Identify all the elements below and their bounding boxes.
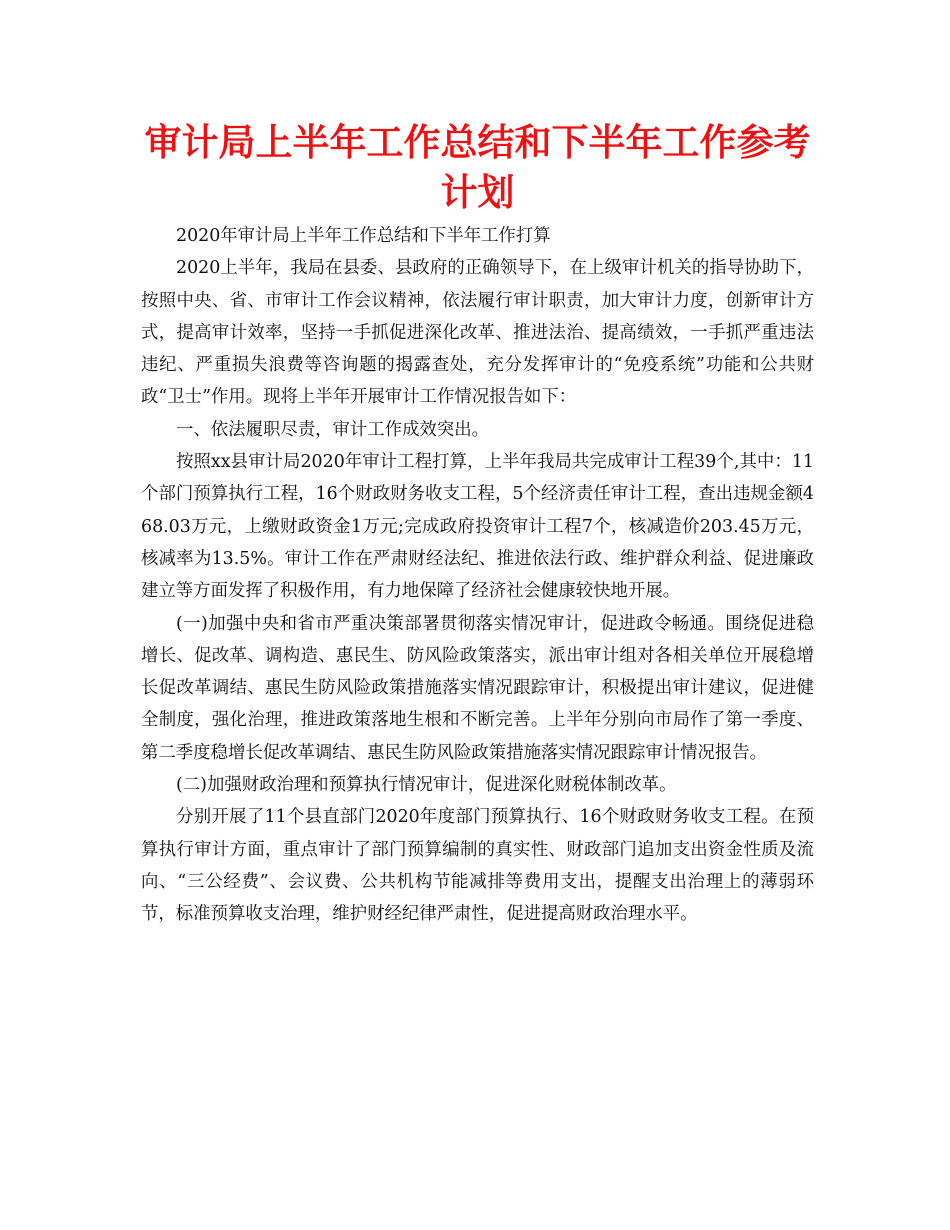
section-heading-1: 一、依法履职尽责，审计工作成效突出。: [176, 419, 490, 440]
document-body: [141, 220, 814, 931]
subtitle-paragraph: 2020年审计局上半年工作总结和下半年工作打算: [176, 226, 551, 246]
title-line-2: 计划: [440, 171, 515, 214]
body-paragraph: (一)加强中央和省市严重决策部署贯彻落实情况审计，促进政令畅通。围绕促进稳增长、促改革、调构造、惠民生、防风险政策落实，派出审计组对各相关单位开展稳增长促改革调结、惠民生防风险政策措施落实情况跟踪审计，积极提出审计建议，促进健全制度，强化治理，推进政策落地生根和不断完善。上半年分别向市局作了第一季度、第二季度稳增长促改革调结、惠民生防风险政策措施落实情况跟踪审计情况报告。: [141, 613, 814, 763]
subsection-heading-2: (二)加强财政治理和预算执行情况审计，促进深化财税体制改革。: [176, 775, 677, 796]
intro-paragraph: 2020上半年，我局在县委、县政府的正确领导下，在上级审计机关的指导协助下，按照中央、省、市审计工作会议精神，依法履行审计职责，加大审计力度，创新审计方式，提高审计效率，坚持一手抓促进深化改革、推进法治、提高绩效，一手抓严重违法违纪、严重损失浪费等咨询题的揭露查处，充分发挥审计的“免疫系统”功能和公共财政“卫士”作用。现将上半年开展审计工作情况报告如下：: [141, 258, 814, 408]
document-title: [141, 118, 814, 218]
title-line-1: 审计局上半年工作总结和下半年工作参考: [144, 121, 811, 164]
body-paragraph: 分别开展了11个县直部门2020年度部门预算执行、16个财政财务收支工程。在预算执行审计方面，重点审计了部门预算编制的真实性、财政部门追加支出资金性质及流向、“三公经费”、会议费、公共机构节能减排等费用支出，提醒支出治理上的薄弱环节，标准预算收支治理，维护财经纪律严肃性，促进提高财政治理水平。: [141, 807, 814, 925]
body-paragraph: 按照xx县审计局2020年审计工程打算，上半年我局共完成审计工程39个,其中：11个部门预算执行工程，16个财政财务收支工程，5个经济责任审计工程，查出违规金额468.03万元，上缴财政资金1万元;完成政府投资审计工程7个，核减造价203.45万元，核减率为13.5%。审计工作在严肃财经法纪、推进依法行政、维护群众利益、促进廉政建立等方面发挥了积极作用，有力地保障了经济社会健康较快地开展。: [141, 452, 814, 602]
